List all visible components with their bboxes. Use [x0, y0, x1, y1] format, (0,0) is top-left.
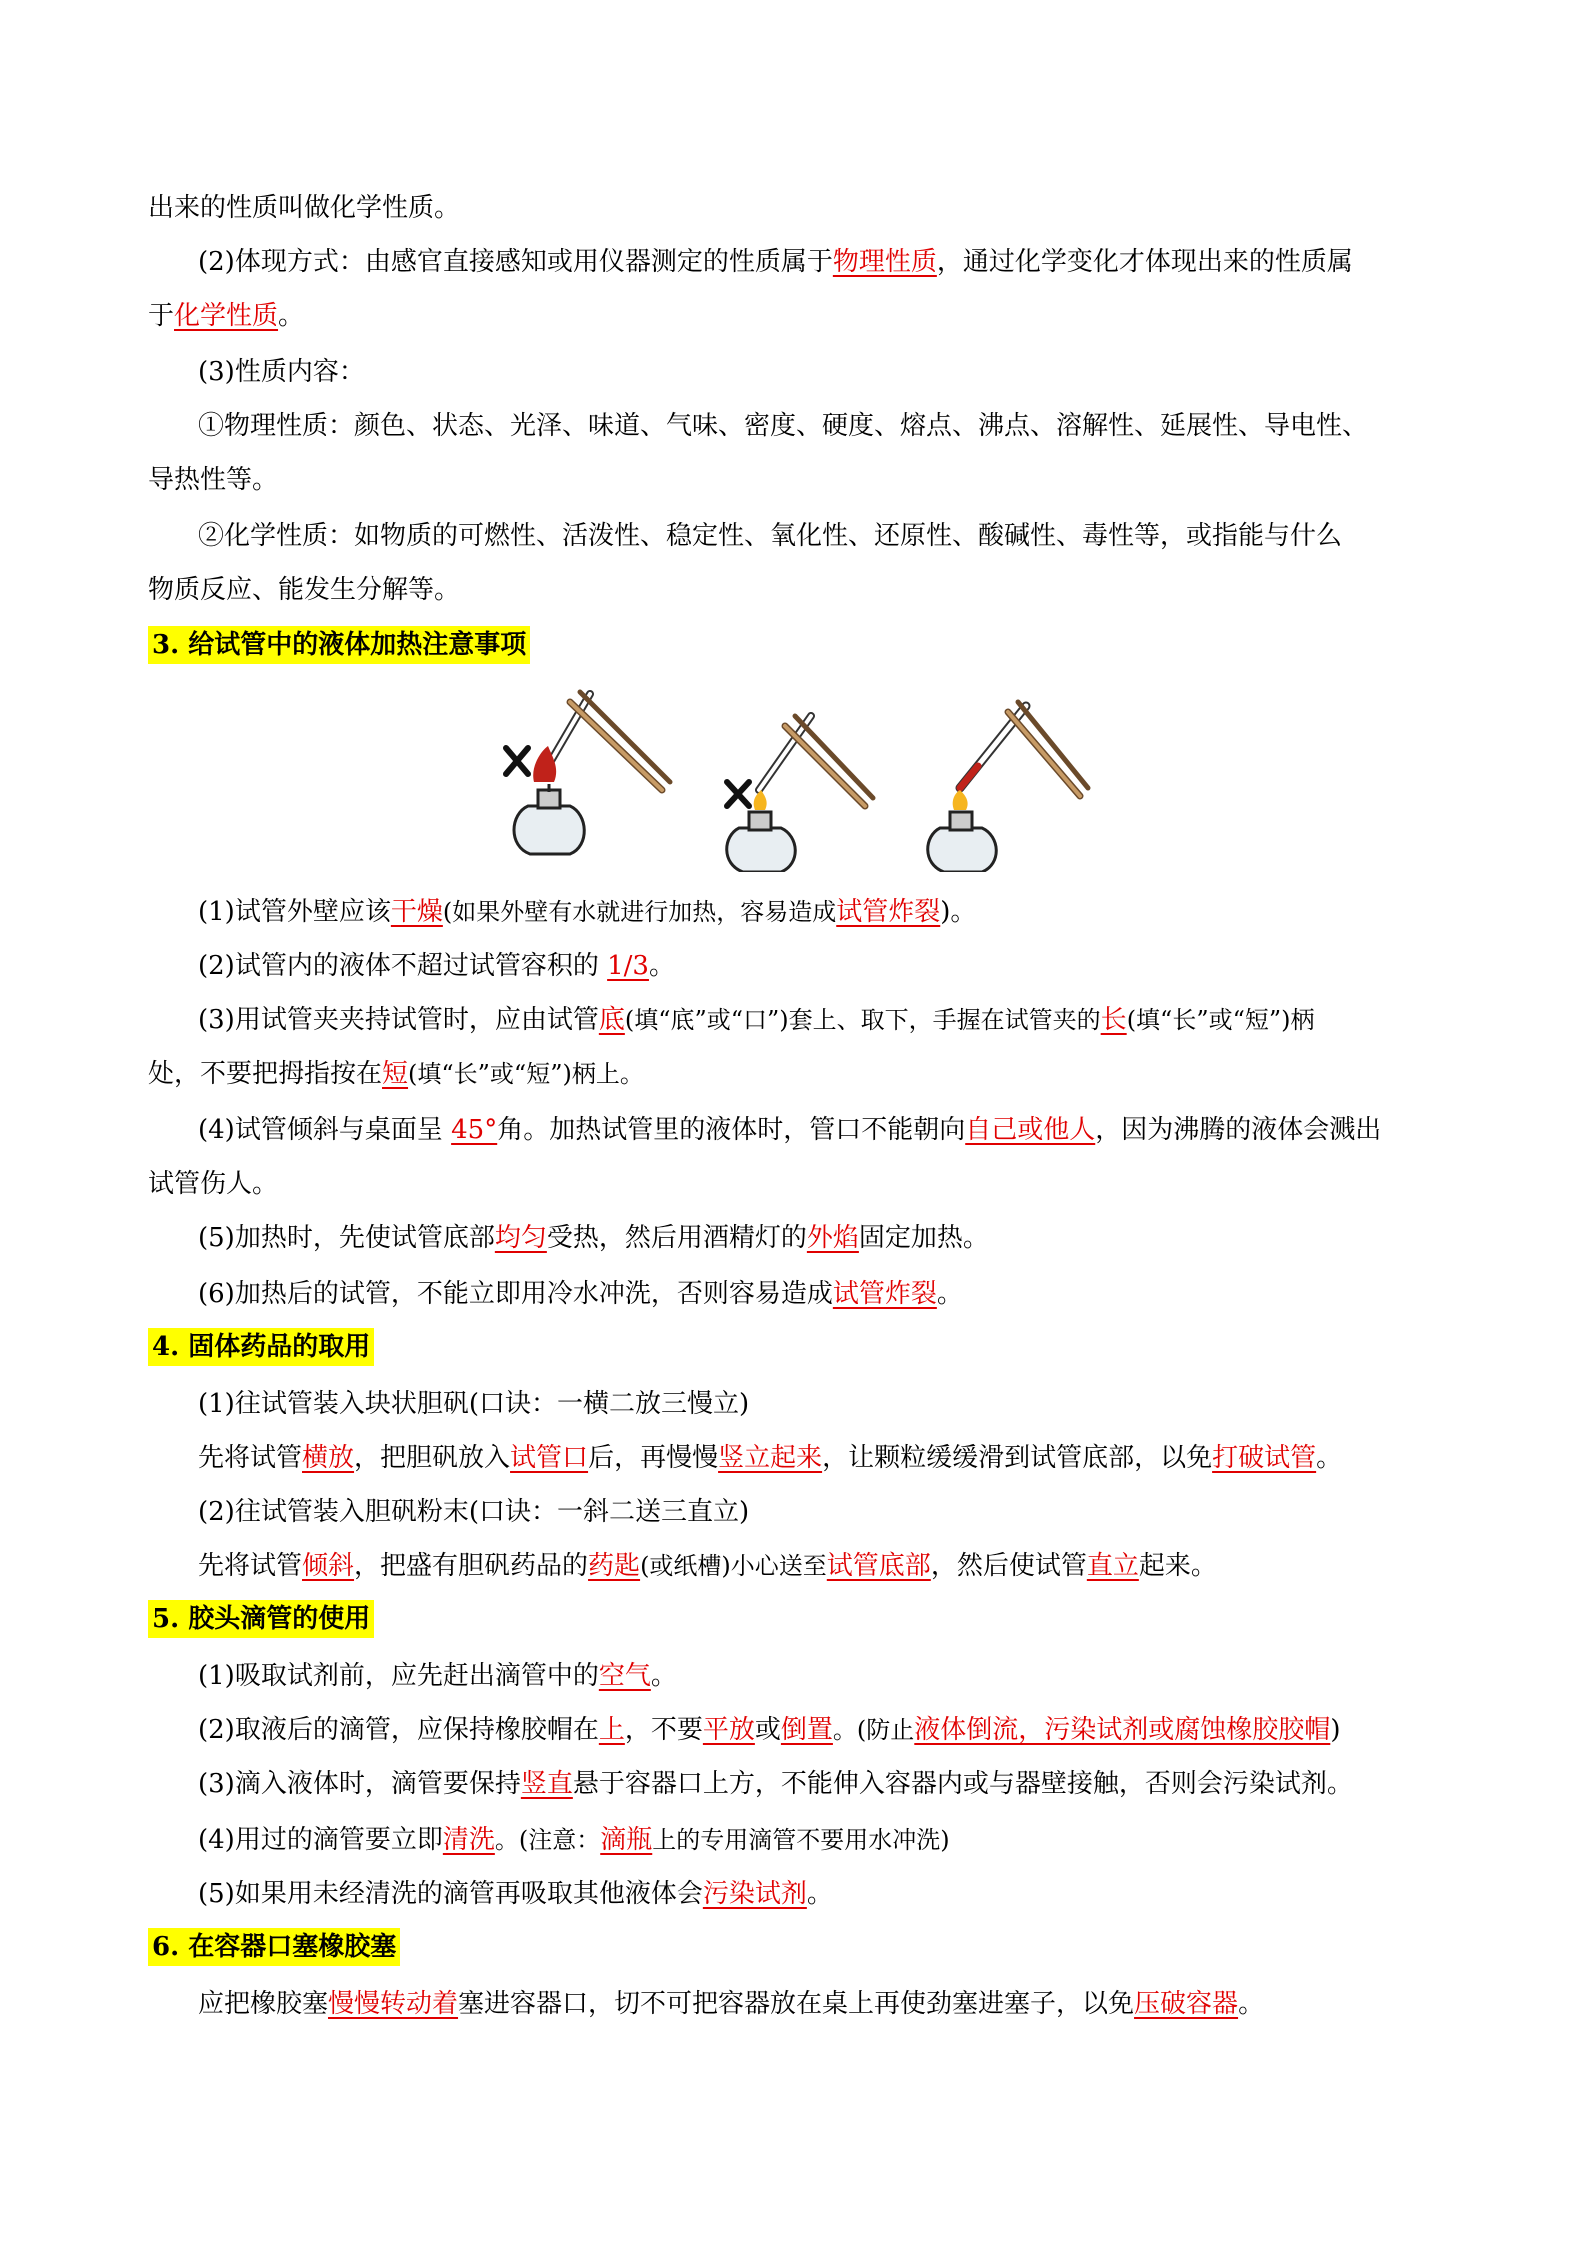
text: ，不要: [624, 1715, 703, 1745]
paragraph-line: [198, 1438, 1342, 1478]
text: ②化学性质：如物质的可燃性、活泼性、稳定性、氧化性、还原性、酸碱性、毒性等，或指能与什么: [198, 521, 1343, 551]
answer-text: 直立: [1086, 1551, 1139, 1581]
text: (2)往试管装入胆矾粉末(口诀：一斜二送三直立): [198, 1497, 750, 1527]
paragraph-line: [148, 1054, 644, 1094]
text: 固定加热。: [858, 1223, 989, 1253]
text: (2)体现方式：由感官直接感知或用仪器测定的性质属于: [198, 247, 833, 277]
answer-text: 上: [598, 1715, 625, 1745]
answer-text: 平放: [702, 1715, 755, 1745]
section-heading: 5. 胶头滴管的使用: [148, 1600, 374, 1638]
answer-text: 化学性质: [174, 301, 279, 331]
answer-text: 打破试管: [1212, 1443, 1317, 1473]
answer-text: 1/3: [607, 951, 649, 981]
paragraph-line: [198, 1710, 1340, 1750]
text: (5)加热时，先使试管底部: [198, 1223, 495, 1253]
text: 。: [806, 1879, 833, 1909]
answer-text: 倒置: [780, 1715, 833, 1745]
paragraph-line: [148, 296, 304, 336]
text: ): [1330, 1715, 1341, 1745]
answer-text: 药匙: [588, 1551, 641, 1581]
text: 起来。: [1138, 1551, 1217, 1581]
paragraph-line: [198, 1764, 1353, 1804]
answer-text: 竖直: [520, 1769, 573, 1799]
paragraph-line: [198, 516, 1342, 556]
answer-text: 滴瓶: [600, 1825, 653, 1855]
answer-text: 清洗: [442, 1825, 495, 1855]
note-text: (如果外壁有水就进行加热，容易造成: [442, 898, 837, 926]
text: (4)用过的滴管要立即: [198, 1825, 443, 1855]
answer-text: 试管炸裂: [836, 897, 941, 927]
text: (3)滴入液体时，滴管要保持: [198, 1769, 521, 1799]
answer-text: 液体倒流，污染试剂或腐蚀橡胶胶帽: [914, 1715, 1331, 1745]
paragraph-line: [198, 1656, 677, 1696]
paragraph-line: [198, 1110, 1381, 1150]
paragraph-line: [198, 1000, 1315, 1040]
paragraph-line: [198, 1492, 749, 1532]
text: 。: [648, 951, 675, 981]
text: 塞进容器口，切不可把容器放在桌上再使劲塞进塞子，以免: [458, 1989, 1135, 2019]
paragraph-line: [198, 242, 1353, 282]
answer-text: 慢慢转动着: [328, 1989, 459, 2019]
text: ①物理性质：颜色、状态、光泽、味道、气味、密度、硬度、熔点、沸点、溶解性、延展性、导电性、: [198, 411, 1369, 441]
paragraph-line: [198, 946, 675, 986]
text: ，把盛有胆矾药品的: [354, 1551, 589, 1581]
paragraph-line: [198, 1546, 1217, 1586]
answer-text: 横放: [302, 1443, 355, 1473]
paragraph-line: [148, 460, 278, 500]
test-tube-heating-figure: [490, 686, 1130, 872]
paragraph-line: [148, 1164, 278, 1204]
answer-text: 空气: [598, 1661, 651, 1691]
paragraph-line: [198, 1820, 950, 1860]
text: 受热，然后用酒精灯的: [546, 1223, 807, 1253]
note-text: 。(防止: [832, 1716, 915, 1744]
answer-text: 外焰: [806, 1223, 859, 1253]
answer-text: 试管炸裂: [832, 1279, 937, 1309]
answer-text: 压破容器: [1134, 1989, 1239, 2019]
paragraph-line: [198, 1984, 1264, 2024]
note-text: 上的专用滴管不要用水冲洗): [652, 1826, 950, 1854]
text: ，通过化学变化才体现出来的性质属: [936, 247, 1353, 277]
text: (4)试管倾斜与桌面呈: [198, 1115, 452, 1145]
text: (3)用试管夹夹持试管时，应由试管: [198, 1005, 599, 1035]
text: 应把橡胶塞: [198, 1989, 329, 2019]
answer-text: 试管口: [510, 1443, 589, 1473]
note-text: (填“长”或“短”)柄: [1126, 1006, 1315, 1034]
text: (6)加热后的试管，不能立即用冷水冲洗，否则容易造成: [198, 1279, 833, 1309]
text: 导热性等。: [148, 465, 279, 495]
answer-text: 物理性质: [832, 247, 937, 277]
note-text: (或纸槽)小心送至: [640, 1552, 827, 1580]
text: 。: [650, 1661, 677, 1691]
text: (2)取液后的滴管，应保持橡胶帽在: [198, 1715, 599, 1745]
paragraph-line: [198, 1218, 989, 1258]
text: 出来的性质叫做化学性质。: [148, 193, 461, 223]
text: 处，不要把拇指按在: [148, 1059, 383, 1089]
answer-text: 自己或他人: [965, 1115, 1096, 1145]
text: ，然后使试管: [930, 1551, 1087, 1581]
answer-text: 45°: [451, 1115, 498, 1145]
paragraph-line: [198, 892, 976, 932]
text: 后，再慢慢: [588, 1443, 719, 1473]
text: 试管伤人。: [148, 1169, 279, 1199]
answer-text: 均匀: [494, 1223, 547, 1253]
figure-wrong-2: [727, 716, 873, 872]
text: (1)吸取试剂前，应先赶出滴管中的: [198, 1661, 599, 1691]
text: )。: [940, 897, 977, 927]
text: 。: [936, 1279, 963, 1309]
text: (1)试管外壁应该: [198, 897, 391, 927]
answer-text: 试管底部: [826, 1551, 931, 1581]
note-text: (填“底”或“口”)套上、取下，手握在试管夹的: [624, 1006, 1101, 1034]
note-text: 。(注意：: [494, 1826, 601, 1854]
paragraph-line: [148, 570, 460, 610]
answer-text: 底: [598, 1005, 625, 1035]
text: (5)如果用未经清洗的滴管再吸取其他液体会: [198, 1879, 703, 1909]
figure-correct: [928, 702, 1088, 872]
answer-text: 竖立起来: [718, 1443, 823, 1473]
text: 。: [1238, 1989, 1265, 2019]
text: (3)性质内容：: [198, 357, 365, 387]
text: (1)往试管装入块状胆矾(口诀：一横二放三慢立): [198, 1389, 750, 1419]
section-heading: 3. 给试管中的液体加热注意事项: [148, 626, 530, 664]
text: 悬于容器口上方，不能伸入容器内或与器壁接触，否则会污染试剂。: [572, 1769, 1353, 1799]
section-heading: 4. 固体药品的取用: [148, 1328, 374, 1366]
text: 先将试管: [198, 1443, 303, 1473]
paragraph-line: [198, 352, 365, 392]
text: 或: [754, 1715, 781, 1745]
text: ，让颗粒缓缓滑到试管底部，以免: [822, 1443, 1213, 1473]
paragraph-line: [198, 1874, 833, 1914]
text: 角。加热试管里的液体时，管口不能朝向: [497, 1115, 966, 1145]
paragraph-line: [198, 1384, 749, 1424]
text: 。: [1316, 1443, 1343, 1473]
text: 。: [278, 301, 305, 331]
text: 物质反应、能发生分解等。: [148, 575, 461, 605]
text: 先将试管: [198, 1551, 303, 1581]
answer-text: 短: [382, 1059, 409, 1089]
figure-wrong-1: [506, 692, 670, 854]
answer-text: 污染试剂: [702, 1879, 807, 1909]
answer-text: 干燥: [390, 897, 443, 927]
note-text: (填“长”或“短”)柄上。: [408, 1060, 644, 1088]
paragraph-line: [198, 1274, 963, 1314]
answer-text: 倾斜: [302, 1551, 355, 1581]
paragraph-line: [148, 188, 460, 228]
text: ，因为沸腾的液体会溅出: [1095, 1115, 1382, 1145]
text: 于: [148, 301, 175, 331]
text: (2)试管内的液体不超过试管容积的: [198, 951, 608, 981]
paragraph-line: [198, 406, 1368, 446]
section-heading: 6. 在容器口塞橡胶塞: [148, 1928, 400, 1966]
text: ，把胆矾放入: [354, 1443, 511, 1473]
answer-text: 长: [1100, 1005, 1127, 1035]
